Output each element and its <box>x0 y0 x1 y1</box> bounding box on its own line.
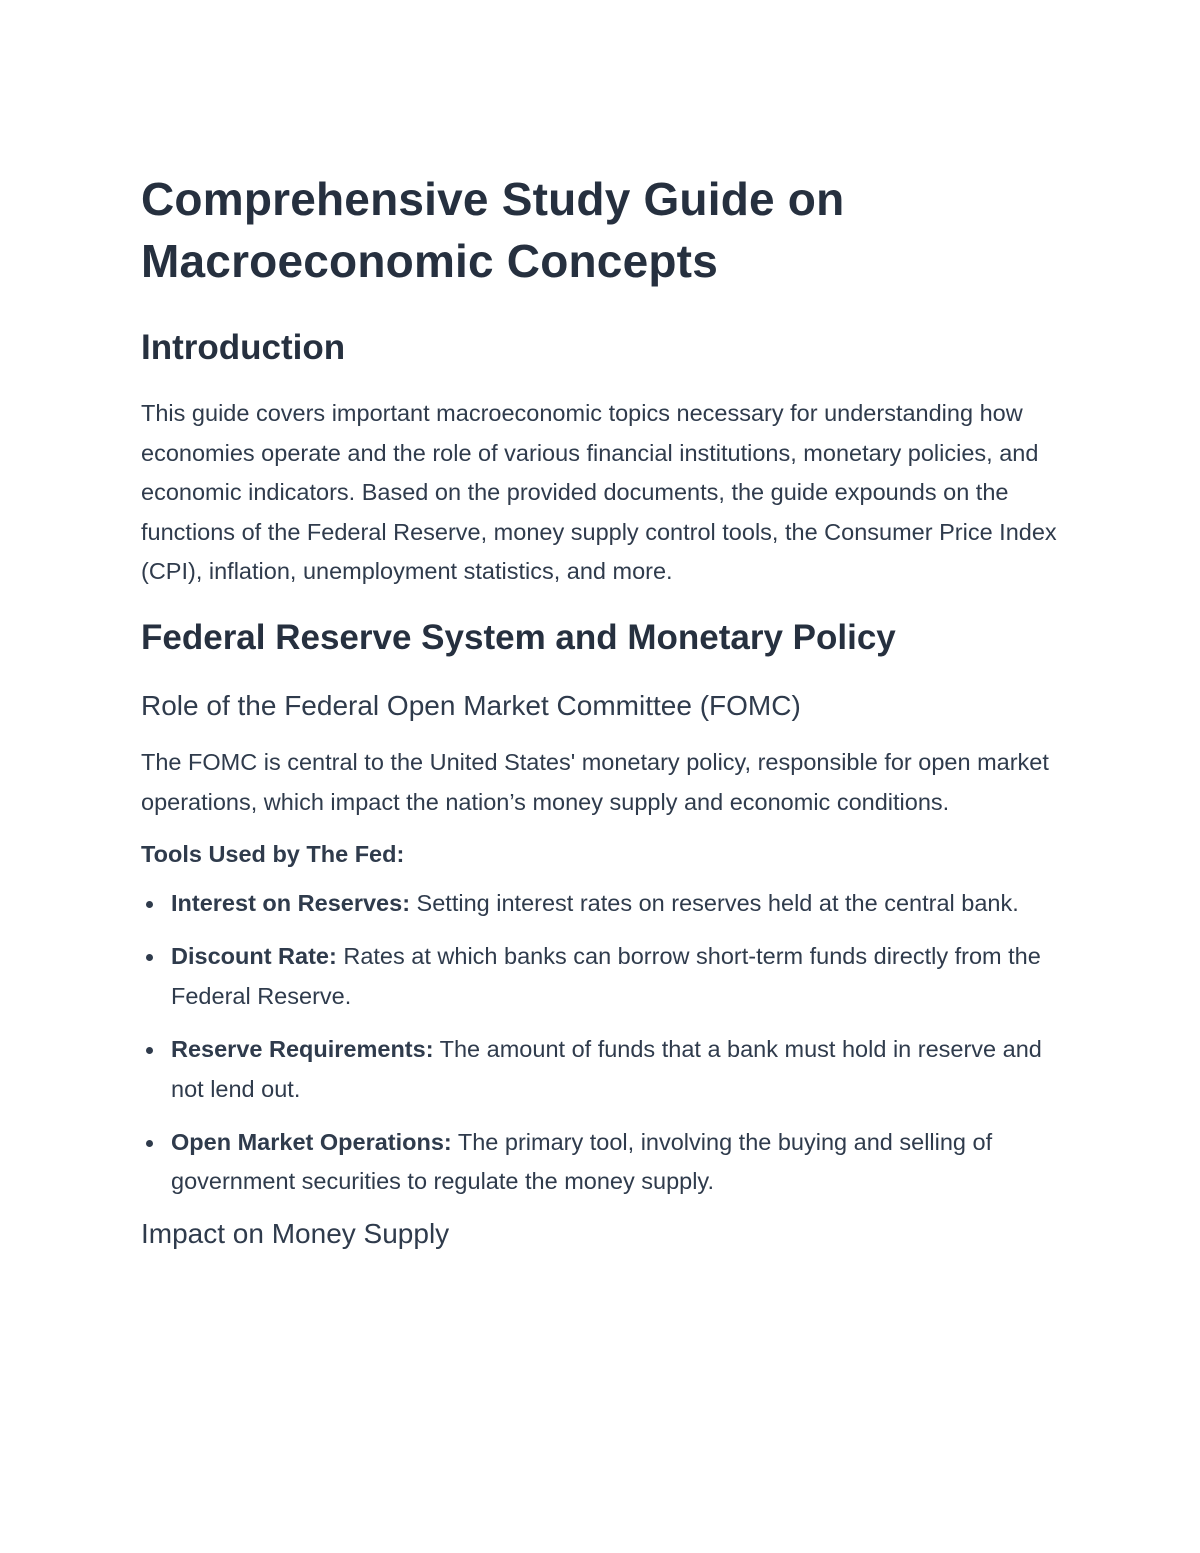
tools-label: Tools Used by The Fed: <box>141 841 405 868</box>
list-item <box>141 937 1061 1016</box>
document-title: Comprehensive Study Guide on Macroeconomic Concepts <box>141 173 845 287</box>
introduction-paragraph: This guide covers important macroeconomic topics necessary for understanding how economies operate and the role of various financial institutions, monetary policies, and economic indicators. Based on the provided documents, the guide expounds on the functions of the Federal Reserve, money supply control tools, the Consumer Price Index (CPI), inflation, unemployment statistics, and more. <box>141 400 1057 585</box>
list-item <box>141 1123 1061 1202</box>
bullet-icon <box>146 1140 153 1147</box>
tool-term: Open Market Operations: <box>171 1128 452 1155</box>
bullet-icon <box>146 1047 153 1054</box>
bullet-icon <box>146 954 153 961</box>
tool-description: Rates at which banks can borrow short-term funds directly from the Federal Reserve. <box>171 943 1041 1009</box>
tool-term: Reserve Requirements: <box>171 1035 434 1062</box>
subsection-heading-impact: Impact on Money Supply <box>141 1218 450 1250</box>
tools-list <box>141 884 1061 1202</box>
subsection-heading-fomc: Role of the Federal Open Market Committee (FOMC) <box>141 689 801 721</box>
document-page <box>141 168 1061 1253</box>
fomc-paragraph: The FOMC is central to the United States' monetary policy, responsible for open market operations, which impact the nation’s money supply and economic conditions. <box>141 748 1049 815</box>
tool-term: Discount Rate: <box>171 943 337 970</box>
section-heading-federal-reserve: Federal Reserve System and Monetary Policy <box>141 617 896 657</box>
bullet-icon <box>146 901 153 908</box>
list-item <box>141 1030 1061 1109</box>
tool-term: Interest on Reserves: <box>171 890 411 917</box>
list-item <box>141 884 1061 924</box>
section-heading-introduction: Introduction <box>141 328 346 367</box>
tool-description: The primary tool, involving the buying and selling of government securities to regulate the money supply. <box>171 1128 993 1195</box>
tool-description: Setting interest rates on reserves held at the central bank. <box>410 890 1019 917</box>
tool-description: The amount of funds that a bank must hold in reserve and not lend out. <box>171 1035 1042 1102</box>
